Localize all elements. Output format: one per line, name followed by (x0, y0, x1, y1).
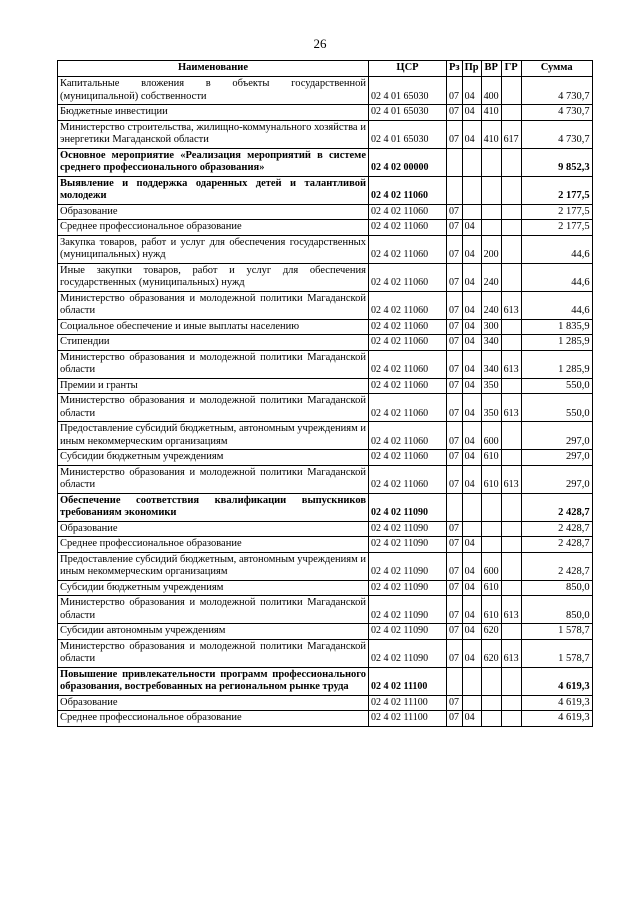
cell-pr: 04 (462, 263, 481, 291)
cell-pr: 04 (462, 624, 481, 640)
header-sum: Сумма (521, 61, 592, 77)
cell-gr (501, 624, 521, 640)
cell-gr: 617 (501, 120, 521, 148)
cell-rz: 07 (447, 120, 463, 148)
cell-rz: 07 (447, 220, 463, 236)
cell-gr: 613 (501, 350, 521, 378)
cell-rz: 07 (447, 596, 463, 624)
cell-vr (481, 176, 501, 204)
cell-rz: 07 (447, 711, 463, 727)
cell-name: Министерство образования и молодежной политики Магаданской области (58, 596, 369, 624)
cell-vr: 240 (481, 263, 501, 291)
cell-vr: 350 (481, 378, 501, 394)
cell-csr: 02 4 02 11090 (369, 639, 447, 667)
cell-name: Капитальные вложения в объекты государственной (муниципальной) собственности (58, 77, 369, 105)
cell-rz: 07 (447, 450, 463, 466)
cell-vr: 300 (481, 319, 501, 335)
cell-csr: 02 4 02 11060 (369, 204, 447, 220)
cell-sum: 2 428,7 (521, 552, 592, 580)
table-row (58, 552, 593, 580)
table-row (58, 580, 593, 596)
cell-pr: 04 (462, 105, 481, 121)
cell-rz: 07 (447, 291, 463, 319)
cell-csr: 02 4 02 11090 (369, 624, 447, 640)
cell-sum: 2 428,7 (521, 537, 592, 553)
cell-vr: 350 (481, 394, 501, 422)
table-row (58, 335, 593, 351)
cell-csr: 02 4 02 00000 (369, 148, 447, 176)
cell-gr (501, 220, 521, 236)
cell-vr: 400 (481, 77, 501, 105)
cell-gr: 613 (501, 596, 521, 624)
cell-sum: 850,0 (521, 580, 592, 596)
cell-csr: 02 4 02 11060 (369, 335, 447, 351)
table-row (58, 537, 593, 553)
cell-csr: 02 4 02 11100 (369, 711, 447, 727)
cell-pr: 04 (462, 639, 481, 667)
cell-csr: 02 4 02 11060 (369, 235, 447, 263)
cell-rz: 07 (447, 422, 463, 450)
cell-csr: 02 4 02 11090 (369, 537, 447, 553)
cell-pr: 04 (462, 120, 481, 148)
cell-csr: 02 4 02 11100 (369, 667, 447, 695)
cell-gr (501, 521, 521, 537)
cell-gr (501, 552, 521, 580)
cell-sum: 44,6 (521, 291, 592, 319)
table-row (58, 263, 593, 291)
cell-rz: 07 (447, 537, 463, 553)
cell-csr: 02 4 02 11090 (369, 596, 447, 624)
cell-gr (501, 378, 521, 394)
table-row (58, 695, 593, 711)
cell-csr: 02 4 02 11060 (369, 394, 447, 422)
cell-name: Бюджетные инвестиции (58, 105, 369, 121)
cell-gr: 613 (501, 639, 521, 667)
cell-csr: 02 4 02 11060 (369, 450, 447, 466)
cell-csr: 02 4 02 11060 (369, 378, 447, 394)
cell-sum: 4 730,7 (521, 105, 592, 121)
table-row (58, 77, 593, 105)
cell-gr (501, 235, 521, 263)
cell-rz: 07 (447, 263, 463, 291)
cell-rz: 07 (447, 521, 463, 537)
cell-pr (462, 176, 481, 204)
cell-pr (462, 667, 481, 695)
table-row (58, 667, 593, 695)
cell-name: Предоставление субсидий бюджетным, автономным учреждениям и иным некоммерческим организациям (58, 422, 369, 450)
header-vr: ВР (481, 61, 501, 77)
cell-vr: 410 (481, 105, 501, 121)
cell-rz: 07 (447, 204, 463, 220)
table-row (58, 711, 593, 727)
cell-rz: 07 (447, 335, 463, 351)
cell-pr: 04 (462, 552, 481, 580)
cell-name: Среднее профессиональное образование (58, 220, 369, 236)
cell-csr: 02 4 02 11090 (369, 552, 447, 580)
cell-name: Предоставление субсидий бюджетным, автономным учреждениям и иным некоммерческим организациям (58, 552, 369, 580)
cell-name: Премии и гранты (58, 378, 369, 394)
table-row (58, 235, 593, 263)
cell-name: Образование (58, 695, 369, 711)
cell-name: Повышение привлекательности программ профессионального образования, востребованных на региональном рынке труда (58, 667, 369, 695)
cell-pr: 04 (462, 291, 481, 319)
table-row (58, 465, 593, 493)
cell-rz: 07 (447, 105, 463, 121)
cell-vr: 240 (481, 291, 501, 319)
cell-gr: 613 (501, 465, 521, 493)
table-row (58, 639, 593, 667)
cell-sum: 297,0 (521, 422, 592, 450)
table-row (58, 378, 593, 394)
cell-pr: 04 (462, 77, 481, 105)
cell-vr (481, 220, 501, 236)
cell-sum: 2 177,5 (521, 220, 592, 236)
cell-vr: 340 (481, 335, 501, 351)
cell-pr: 04 (462, 422, 481, 450)
cell-sum: 297,0 (521, 450, 592, 466)
budget-table (57, 60, 593, 727)
cell-sum: 2 428,7 (521, 493, 592, 521)
cell-sum: 297,0 (521, 465, 592, 493)
cell-sum: 850,0 (521, 596, 592, 624)
cell-gr (501, 580, 521, 596)
table-row (58, 148, 593, 176)
table-row (58, 120, 593, 148)
cell-vr: 610 (481, 580, 501, 596)
cell-gr (501, 537, 521, 553)
cell-vr (481, 537, 501, 553)
table-row (58, 291, 593, 319)
cell-csr: 02 4 02 11060 (369, 291, 447, 319)
cell-pr (462, 695, 481, 711)
header-csr: ЦСР (369, 61, 447, 77)
cell-pr: 04 (462, 465, 481, 493)
cell-sum: 1 285,9 (521, 335, 592, 351)
cell-csr: 02 4 02 11060 (369, 350, 447, 378)
cell-name: Обеспечение соответствия квалификации выпускников требованиям экономики (58, 493, 369, 521)
cell-vr: 340 (481, 350, 501, 378)
table-row (58, 350, 593, 378)
cell-sum: 2 177,5 (521, 176, 592, 204)
cell-gr (501, 204, 521, 220)
cell-gr (501, 77, 521, 105)
cell-rz: 07 (447, 624, 463, 640)
cell-gr (501, 450, 521, 466)
cell-csr: 02 4 02 11060 (369, 176, 447, 204)
cell-csr: 02 4 02 11060 (369, 319, 447, 335)
cell-gr (501, 695, 521, 711)
cell-pr (462, 204, 481, 220)
cell-pr: 04 (462, 711, 481, 727)
table-row (58, 596, 593, 624)
cell-vr: 410 (481, 120, 501, 148)
cell-csr: 02 4 02 11090 (369, 580, 447, 596)
cell-pr: 04 (462, 537, 481, 553)
cell-gr (501, 148, 521, 176)
table-row (58, 176, 593, 204)
header-name: Наименование (58, 61, 369, 77)
cell-csr: 02 4 01 65030 (369, 105, 447, 121)
page-number: 26 (313, 36, 327, 51)
cell-rz (447, 148, 463, 176)
cell-pr: 04 (462, 319, 481, 335)
cell-vr (481, 711, 501, 727)
cell-sum: 4 619,3 (521, 695, 592, 711)
cell-sum: 1 835,9 (521, 319, 592, 335)
cell-rz (447, 667, 463, 695)
table-row (58, 422, 593, 450)
cell-csr: 02 4 02 11060 (369, 465, 447, 493)
cell-name: Образование (58, 521, 369, 537)
cell-rz: 07 (447, 639, 463, 667)
table-row (58, 521, 593, 537)
cell-vr: 620 (481, 624, 501, 640)
cell-rz: 07 (447, 77, 463, 105)
cell-sum: 44,6 (521, 235, 592, 263)
cell-pr: 04 (462, 350, 481, 378)
cell-rz: 07 (447, 319, 463, 335)
cell-gr (501, 105, 521, 121)
cell-sum: 1 578,7 (521, 624, 592, 640)
cell-name: Министерство строительства, жилищно-коммунального хозяйства и энергетики Магаданской области (58, 120, 369, 148)
cell-csr: 02 4 02 11090 (369, 521, 447, 537)
cell-sum: 1 578,7 (521, 639, 592, 667)
table-row (58, 319, 593, 335)
table-row (58, 204, 593, 220)
cell-rz (447, 493, 463, 521)
cell-pr: 04 (462, 378, 481, 394)
cell-pr: 04 (462, 235, 481, 263)
cell-csr: 02 4 01 65030 (369, 77, 447, 105)
cell-rz: 07 (447, 552, 463, 580)
cell-vr (481, 493, 501, 521)
cell-rz: 07 (447, 378, 463, 394)
cell-vr: 610 (481, 596, 501, 624)
cell-csr: 02 4 02 11060 (369, 220, 447, 236)
cell-pr (462, 493, 481, 521)
cell-name: Среднее профессиональное образование (58, 537, 369, 553)
cell-sum: 1 285,9 (521, 350, 592, 378)
header-gr: ГР (501, 61, 521, 77)
cell-sum: 2 177,5 (521, 204, 592, 220)
cell-name: Министерство образования и молодежной политики Магаданской области (58, 394, 369, 422)
cell-pr (462, 521, 481, 537)
cell-vr (481, 695, 501, 711)
cell-sum: 4 619,3 (521, 711, 592, 727)
table-row (58, 493, 593, 521)
table-header-row (58, 61, 593, 77)
cell-sum: 44,6 (521, 263, 592, 291)
cell-rz (447, 176, 463, 204)
cell-gr: 613 (501, 394, 521, 422)
cell-gr: 613 (501, 291, 521, 319)
cell-name: Министерство образования и молодежной политики Магаданской области (58, 639, 369, 667)
cell-gr (501, 667, 521, 695)
cell-gr (501, 422, 521, 450)
cell-name: Субсидии бюджетным учреждениям (58, 450, 369, 466)
header-rz: Рз (447, 61, 463, 77)
cell-name: Выявление и поддержка одаренных детей и талантливой молодежи (58, 176, 369, 204)
cell-vr: 600 (481, 422, 501, 450)
cell-vr: 620 (481, 639, 501, 667)
cell-name: Стипендии (58, 335, 369, 351)
cell-vr (481, 204, 501, 220)
cell-csr: 02 4 01 65030 (369, 120, 447, 148)
cell-pr: 04 (462, 394, 481, 422)
table-row (58, 450, 593, 466)
cell-pr: 04 (462, 580, 481, 596)
cell-csr: 02 4 02 11090 (369, 493, 447, 521)
table-body (58, 77, 593, 727)
cell-name: Субсидии автономным учреждениям (58, 624, 369, 640)
cell-name: Образование (58, 204, 369, 220)
header-pr: Пр (462, 61, 481, 77)
cell-sum: 2 428,7 (521, 521, 592, 537)
cell-sum: 4 730,7 (521, 120, 592, 148)
cell-rz: 07 (447, 695, 463, 711)
cell-sum: 550,0 (521, 378, 592, 394)
cell-rz: 07 (447, 580, 463, 596)
cell-name: Среднее профессиональное образование (58, 711, 369, 727)
table-row (58, 394, 593, 422)
cell-vr: 610 (481, 465, 501, 493)
cell-vr: 200 (481, 235, 501, 263)
cell-vr: 600 (481, 552, 501, 580)
cell-gr (501, 711, 521, 727)
cell-gr (501, 319, 521, 335)
cell-sum: 4 730,7 (521, 77, 592, 105)
cell-pr: 04 (462, 220, 481, 236)
cell-sum: 9 852,3 (521, 148, 592, 176)
cell-vr (481, 521, 501, 537)
cell-name: Министерство образования и молодежной политики Магаданской области (58, 465, 369, 493)
cell-vr (481, 667, 501, 695)
cell-sum: 550,0 (521, 394, 592, 422)
cell-csr: 02 4 02 11060 (369, 422, 447, 450)
cell-vr: 610 (481, 450, 501, 466)
cell-pr: 04 (462, 596, 481, 624)
cell-name: Министерство образования и молодежной политики Магаданской области (58, 291, 369, 319)
cell-name: Социальное обеспечение и иные выплаты населению (58, 319, 369, 335)
table-row (58, 624, 593, 640)
cell-gr (501, 263, 521, 291)
cell-name: Основное мероприятие «Реализация мероприятий в системе среднего профессионального образования» (58, 148, 369, 176)
table-row (58, 220, 593, 236)
cell-rz: 07 (447, 350, 463, 378)
cell-rz: 07 (447, 465, 463, 493)
cell-csr: 02 4 02 11100 (369, 695, 447, 711)
cell-name: Субсидии бюджетным учреждениям (58, 580, 369, 596)
table-row (58, 105, 593, 121)
cell-pr: 04 (462, 335, 481, 351)
cell-gr (501, 176, 521, 204)
cell-sum: 4 619,3 (521, 667, 592, 695)
cell-rz: 07 (447, 394, 463, 422)
cell-name: Закупка товаров, работ и услуг для обеспечения государственных (муниципальных) нужд (58, 235, 369, 263)
cell-name: Министерство образования и молодежной политики Магаданской области (58, 350, 369, 378)
cell-vr (481, 148, 501, 176)
cell-name: Иные закупки товаров, работ и услуг для обеспечения государственных (муниципальных) нужд (58, 263, 369, 291)
cell-csr: 02 4 02 11060 (369, 263, 447, 291)
cell-pr (462, 148, 481, 176)
cell-rz: 07 (447, 235, 463, 263)
cell-pr: 04 (462, 450, 481, 466)
cell-gr (501, 493, 521, 521)
cell-gr (501, 335, 521, 351)
